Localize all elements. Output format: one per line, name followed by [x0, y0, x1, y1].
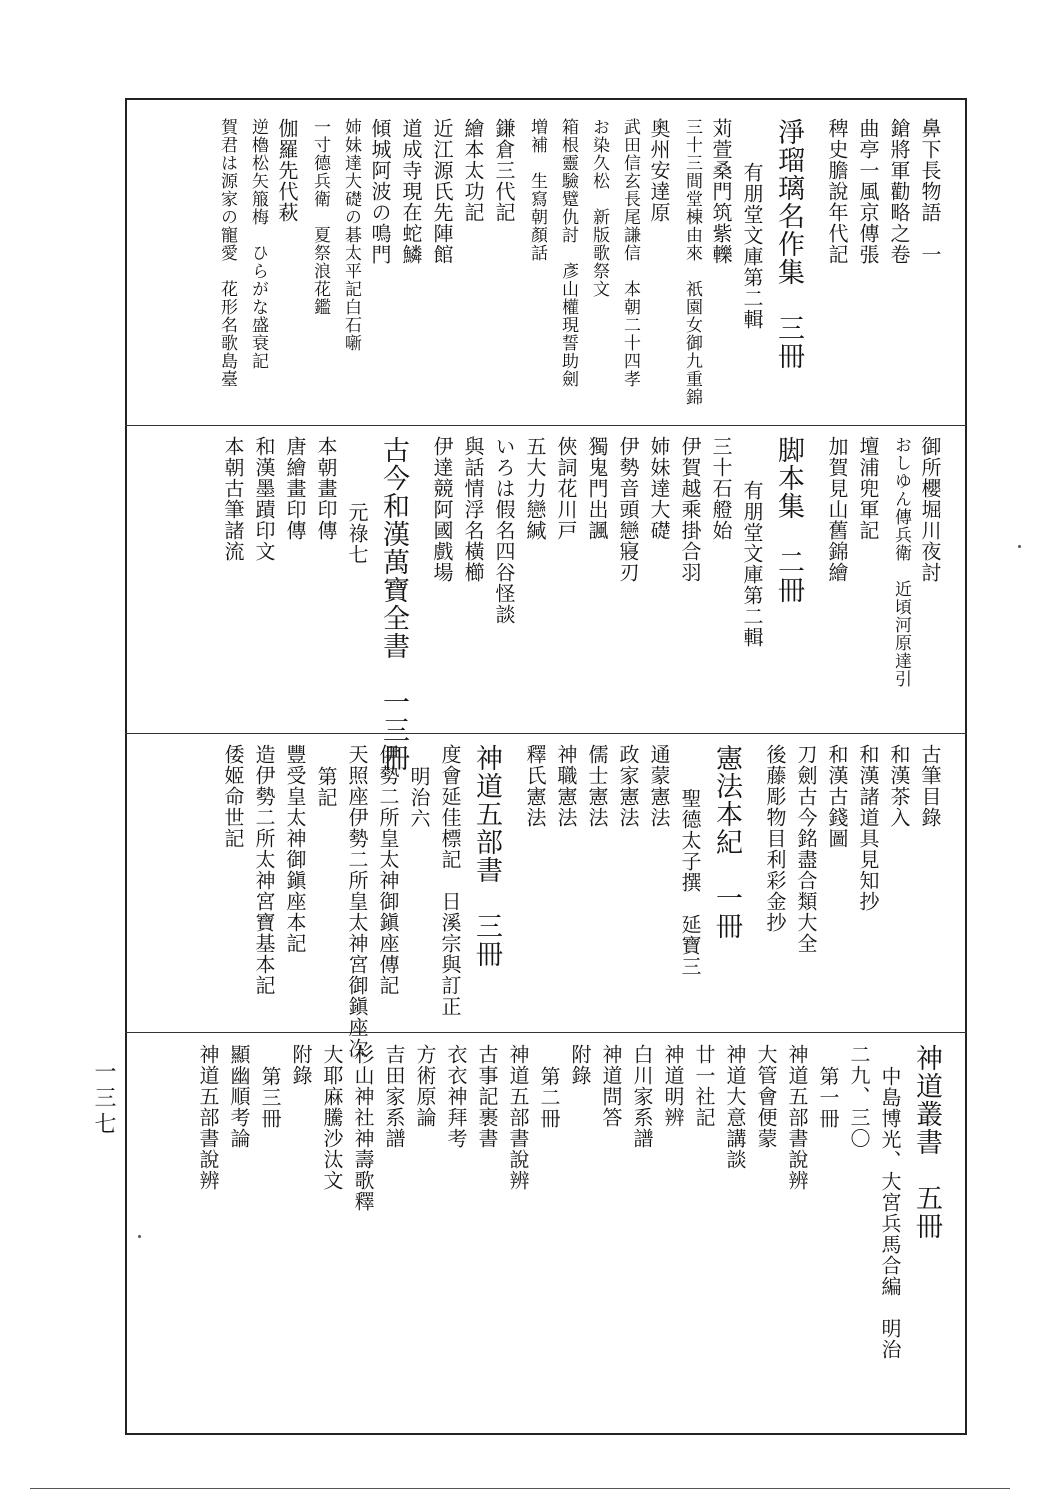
entry-line: 神道五部書說辨: [196, 1044, 220, 1191]
column-gap: [500, 744, 514, 1026]
entry-line: 第三冊: [258, 1066, 282, 1129]
band-divider: [125, 733, 967, 734]
section-heading: 憲法本紀 一冊: [711, 744, 742, 940]
entry-line: 豐受皇太神御鎭座本記: [283, 744, 307, 954]
entry-line: 天照座伊勢二所皇太神宮御鎭座次: [345, 744, 369, 1059]
entry-line: 稗史膽說年代記: [825, 118, 849, 265]
entry-line: 御所櫻堀川夜討: [918, 436, 942, 583]
entry-line: 傾城阿波の鳴門: [368, 118, 392, 265]
entry-line: 唐繪畫印傳: [283, 436, 307, 541]
entry-line: 明治六: [407, 766, 431, 829]
band-divider: [125, 425, 967, 426]
entry-line: 箱根靈驗躄仇討 彥山權現誓助劍: [558, 118, 578, 388]
entry-line: 神道問答: [599, 1044, 623, 1128]
column-gap: [740, 744, 754, 1026]
entry-line: 釋氏憲法: [523, 744, 547, 828]
section-heading: 脚本集 二冊: [773, 436, 804, 604]
entry-line: 賀君は源家の寵愛 花形名歌島臺: [217, 118, 237, 388]
entry-line: 逆櫓松矢箙梅 ひらがな盛衰記: [248, 118, 268, 370]
section-heading: 神道五部書 三冊: [471, 744, 502, 968]
entry-line: 造伊勢二所太神宮寶基本記: [252, 744, 276, 996]
entry-line: 和漢茶入: [887, 744, 911, 828]
entry-line: 伊勢二所皇太神御鎭座傳記: [376, 744, 400, 996]
entry-line: 神道五部書說辨: [506, 1044, 530, 1191]
band-4: [140, 1044, 940, 1424]
entry-line: いろは假名四谷怪談: [492, 436, 516, 625]
entry-line: 第記: [314, 766, 338, 808]
entry-line: 和漢古錢圖: [825, 744, 849, 849]
band-3: [140, 744, 942, 1059]
entry-line: 第一冊: [816, 1066, 840, 1129]
entry-line: 苅萱桑門筑紫轢: [709, 118, 733, 265]
entry-line: 吉田家系譜: [382, 1044, 406, 1149]
bottom-rule: [30, 1488, 1010, 1489]
entry-line: 加賀見山舊錦繪: [825, 436, 849, 583]
band-divider: [125, 1032, 967, 1033]
column-gap: [802, 118, 816, 418]
entry-line: 道成寺現在蛇鱗: [399, 118, 423, 265]
entry-line: 本朝古筆諸流: [221, 436, 245, 562]
entry-line: 本朝畫印傳: [314, 436, 338, 541]
entry-line: 姉妹達大礎の碁太平記白石噺: [341, 118, 361, 352]
entry-line: 方術原論: [413, 1044, 437, 1128]
entry-line: 杉山神社神壽歌釋: [351, 1044, 375, 1212]
entry-line: 曲亭一風京傳張: [856, 118, 880, 265]
entry-line: 近江源氏先陣館: [430, 118, 454, 265]
entry-line: 第二冊: [537, 1066, 561, 1129]
entry-line: 鼻下長物語 一: [918, 118, 942, 265]
entry-line: 附錄: [568, 1044, 592, 1086]
entry-line: 元祿七: [345, 502, 369, 565]
entry-line: 増補 生寫朝顏話: [527, 118, 547, 262]
entry-line: 古筆目錄: [918, 744, 942, 828]
entry-line: 大管會便蒙: [754, 1044, 778, 1149]
entry-line: 和漢諸道具見知抄: [856, 744, 880, 912]
entry-line: 衣衣神拜考: [444, 1044, 468, 1149]
entry-line: 神道明辨: [661, 1044, 685, 1128]
entry-line: 儒士憲法: [585, 744, 609, 828]
entry-line: 俠詞花川戸: [554, 436, 578, 541]
entry-line: 刀劍古今銘盡合類大全: [794, 744, 818, 954]
entry-line: 壇浦兜軍記: [856, 436, 880, 541]
entry-line: 有朋堂文庫第二輯: [740, 480, 764, 648]
entry-line: 和漢墨蹟印文: [252, 436, 276, 562]
entry-line: 聖德太子撰 延寶三: [678, 788, 702, 977]
entry-line: 姉妹達大礎: [647, 436, 671, 541]
speck: [1018, 545, 1021, 548]
column-gap: [802, 436, 816, 726]
entry-line: 二九、三〇: [847, 1044, 871, 1149]
entry-line: 度會延佳標記 日溪宗與訂正: [438, 744, 462, 1017]
entry-line: 伽羅先代萩: [275, 118, 299, 223]
entry-line: 廿一社記: [692, 1044, 716, 1128]
entry-line: 顯幽順考論: [227, 1044, 251, 1149]
section-heading: 神道叢書 五冊: [911, 1044, 942, 1240]
section-heading: 古今和漢萬寶全書 一三冊: [378, 436, 409, 772]
entry-line: 大耶麻騰沙汰文: [320, 1044, 344, 1191]
entry-line: 伊賀越乘掛合羽: [678, 436, 702, 583]
entry-line: 神道大意講談: [723, 1044, 747, 1170]
entry-line: 武田信玄長尾謙信 本朝二十四孝: [620, 118, 640, 388]
entry-line: 三十三間堂棟由來 祇園女御九重錦: [682, 118, 702, 406]
entry-line: 中島博光、大宮兵馬合編 明治: [878, 1066, 902, 1360]
band-1: [140, 118, 940, 418]
entry-line: 五大力戀緘: [523, 436, 547, 541]
entry-line: おしゆん傳兵衛 近頃河原達引: [891, 436, 911, 688]
section-heading: 淨瑠璃名作集 三冊: [773, 118, 804, 370]
entry-line: 神職憲法: [554, 744, 578, 828]
entry-line: 鎌倉三代記: [492, 118, 516, 223]
entry-line: 一寸德兵衛 夏祭浪花鑑: [310, 118, 330, 316]
entry-line: 後藤彫物目利彩金抄: [763, 744, 787, 933]
entry-line: 伊勢音頭戀寢刃: [616, 436, 640, 583]
speck: [138, 1235, 141, 1238]
entry-line: 白川家系譜: [630, 1044, 654, 1149]
entry-line: 三十石艠始: [709, 436, 733, 541]
page-number: 一三七: [91, 1060, 116, 1138]
entry-line: 有朋堂文庫第二輯: [740, 162, 764, 330]
entry-line: 獨鬼門出諷: [585, 436, 609, 541]
entry-line: 政家憲法: [616, 744, 640, 828]
entry-line: 倭姬命世記: [221, 744, 245, 849]
band-2: [140, 436, 942, 772]
entry-line: 繪本太功記: [461, 118, 485, 223]
entry-line: 古事記裹書: [475, 1044, 499, 1149]
column-gap: [407, 436, 421, 726]
entry-line: 通蒙憲法: [647, 744, 671, 828]
entry-line: 神道五部書說辨: [785, 1044, 809, 1191]
entry-line: 鎗將軍勸略之卷: [887, 118, 911, 265]
entry-line: 奧州安達原: [647, 118, 671, 223]
entry-line: 與話情浮名橫櫛: [461, 436, 485, 583]
entry-line: お染久松 新版歌祭文: [589, 118, 609, 298]
entry-line: 附錄: [289, 1044, 313, 1086]
entry-line: 伊達競阿國戲場: [430, 436, 454, 583]
